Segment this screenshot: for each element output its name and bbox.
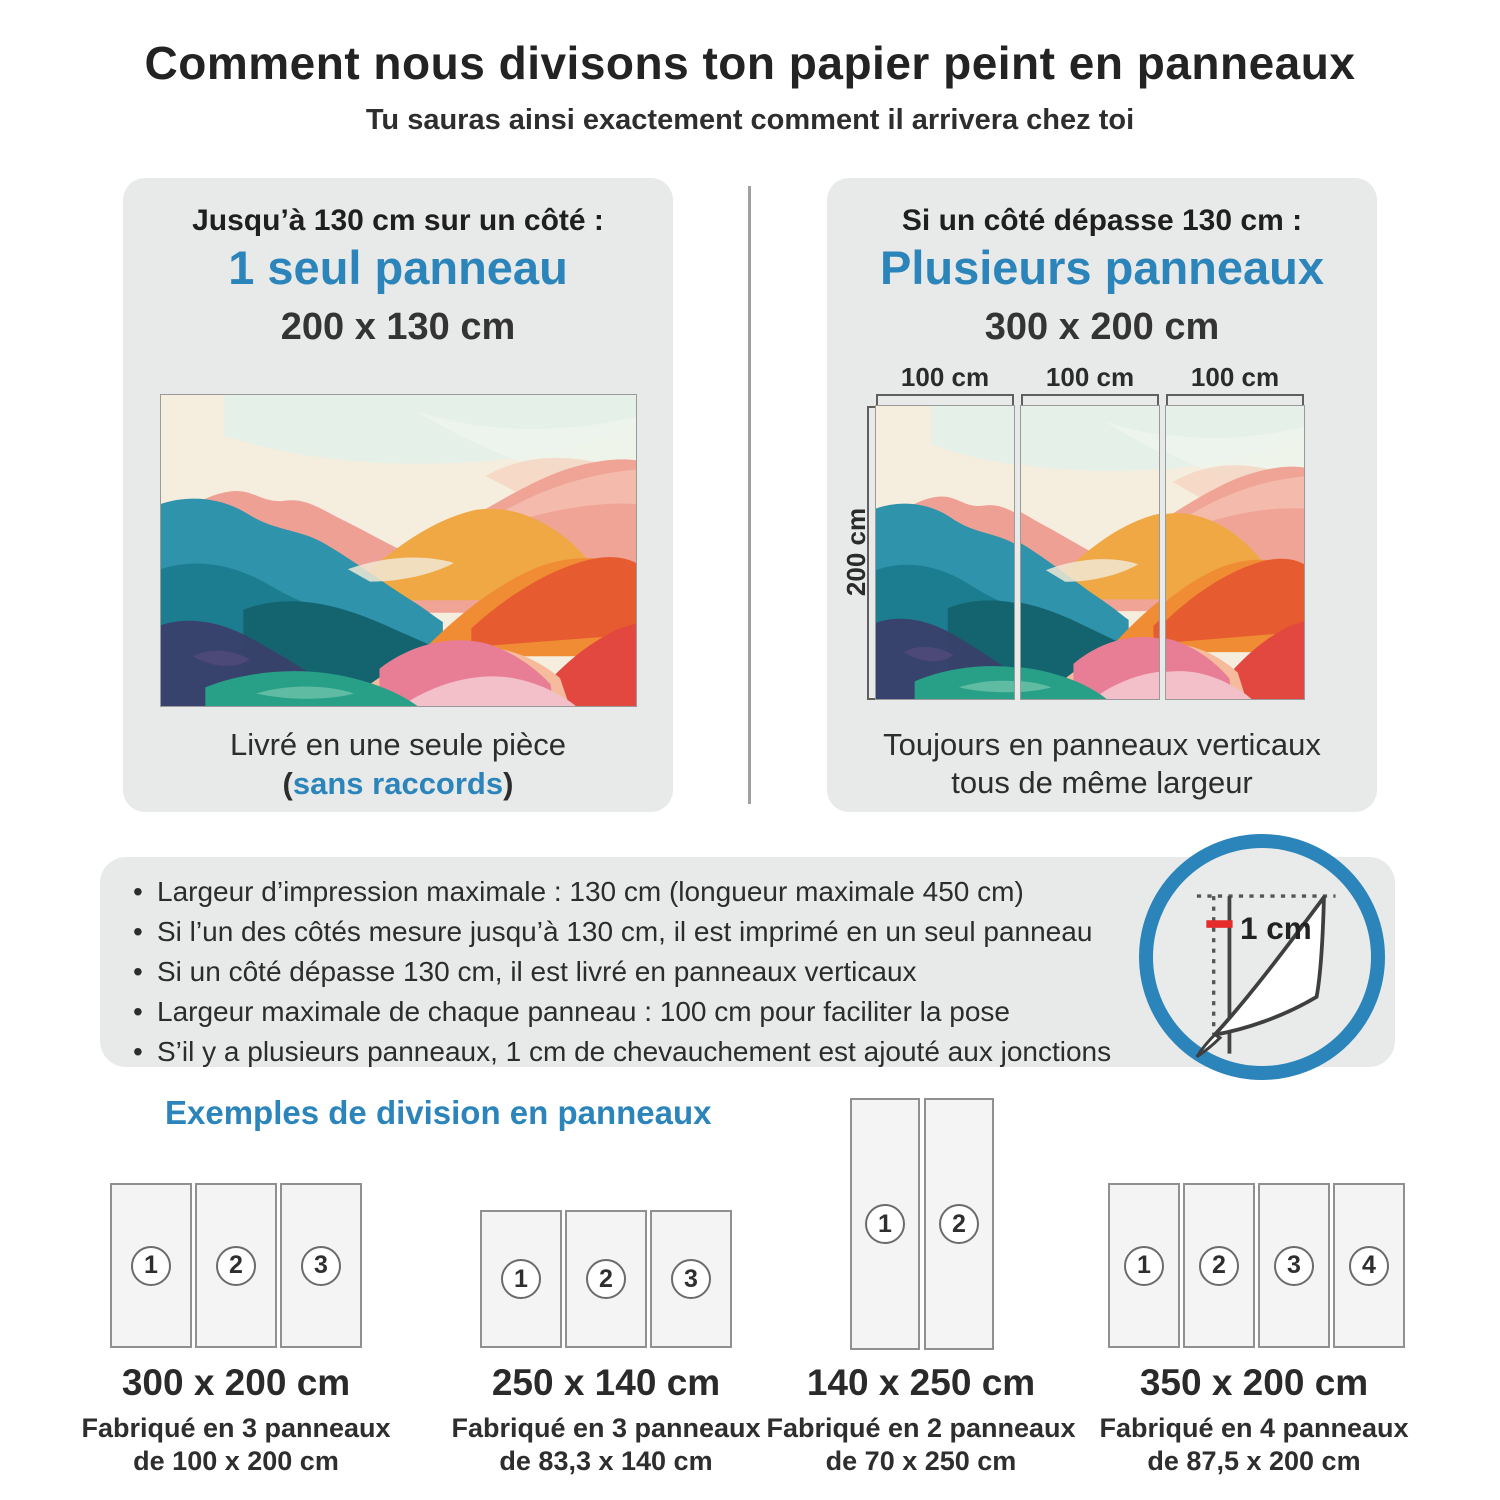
panel-number-badge: 4 (1349, 1246, 1389, 1286)
panel-number-badge: 3 (301, 1246, 341, 1286)
example-3-size: 140 x 250 cm (806, 1362, 1036, 1403)
example-2-size: 250 x 140 cm (491, 1362, 721, 1403)
example-1-panel-2 (195, 1183, 277, 1348)
width-label-2: 100 cm (1045, 362, 1135, 392)
info-bullet: • S’il y a plusieurs panneaux, 1 cm de chevauchement est ajouté aux jonctions (157, 1032, 1163, 1072)
example-4-detail-2: de 87,5 x 200 cm (1147, 1446, 1361, 1476)
examples-heading: Exemples de division en panneaux (165, 1094, 712, 1131)
example-4-detail-1: Fabriqué en 4 panneaux (1099, 1413, 1409, 1443)
paren-close: ) (503, 766, 514, 801)
example-3-panel-2 (924, 1098, 994, 1350)
single-panel-size: 200 x 130 cm (280, 306, 516, 348)
multi-panel-caption-1: Toujours en panneaux verticaux (883, 727, 1321, 762)
wallpaper-panel-1 (875, 405, 1015, 700)
wallpaper-panel-3 (1165, 405, 1305, 700)
info-bullet: • Largeur maximale de chaque panneau : 100 cm pour faciliter la pose (157, 992, 1163, 1032)
paren-open: ( (282, 766, 293, 801)
example-1-panel-3 (280, 1183, 362, 1348)
panel-number-badge: 1 (131, 1246, 171, 1286)
example-4-panel-2 (1183, 1183, 1255, 1348)
example-1-caption (26, 1362, 446, 1478)
panel-number-badge: 2 (939, 1204, 979, 1244)
example-2-panel-3 (650, 1210, 732, 1348)
single-panel-headline: 1 seul panneau (228, 241, 568, 294)
example-4-panel-4 (1333, 1183, 1405, 1348)
single-panel-condition: Jusqu’à 130 cm sur un côté : (192, 204, 604, 237)
example-3-detail-1: Fabriqué en 2 panneaux (766, 1413, 1076, 1443)
panel-3-image (1166, 406, 1304, 699)
panel-number-badge: 3 (671, 1259, 711, 1299)
width-label-1: 100 cm (900, 362, 990, 392)
sans-raccords-highlight: sans raccords (292, 766, 504, 801)
example-1-panel-1 (110, 1183, 192, 1348)
info-bullet-list (133, 872, 1163, 1072)
overlap-label: 1 cm (1239, 910, 1312, 947)
page-subtitle: Tu sauras ainsi exactement comment il arrivera chez toi (365, 104, 1135, 136)
example-3-detail-2: de 70 x 250 cm (825, 1446, 1017, 1476)
multi-panel-card (827, 178, 1377, 812)
info-bullet: • Si un côté dépasse 130 cm, il est livré en panneaux verticaux (157, 952, 1163, 992)
height-label: 200 cm (841, 507, 871, 597)
panel-2-image (1021, 406, 1159, 699)
info-bullet: • Si l’un des côtés mesure jusqu’à 130 cm, il est imprimé en un seul panneau (157, 912, 1163, 952)
panel-number-badge: 2 (586, 1259, 626, 1299)
info-bullet: • Largeur d’impression maximale : 130 cm (longueur maximale 450 cm) (157, 872, 1163, 912)
multi-panel-size: 300 x 200 cm (984, 306, 1220, 348)
width-label-3: 100 cm (1190, 362, 1280, 392)
overlap-mark-red (1206, 920, 1232, 928)
overlap-detail-badge (1139, 834, 1385, 1080)
panel-number-badge: 3 (1274, 1246, 1314, 1286)
multi-panel-caption-2: tous de même largeur (951, 765, 1253, 800)
example-4-caption (1044, 1362, 1464, 1478)
panel-number-badge: 1 (865, 1204, 905, 1244)
page-title: Comment nous divisons ton papier peint en panneaux (144, 37, 1356, 89)
example-4-panel-1 (1108, 1183, 1180, 1348)
example-2-panel-1 (480, 1210, 562, 1348)
watercolor-landscape-image (161, 395, 636, 706)
panel-number-badge: 2 (1199, 1246, 1239, 1286)
single-panel-caption-2 (123, 766, 673, 802)
multi-panel-headline: Plusieurs panneaux (879, 241, 1325, 294)
single-panel-caption: Livré en une seule pièce (229, 727, 567, 762)
example-1-detail-1: Fabriqué en 3 panneaux (81, 1413, 391, 1443)
example-2-detail-2: de 83,3 x 140 cm (499, 1446, 713, 1476)
wallpaper-panel-2 (1020, 405, 1160, 700)
panel-number-badge: 2 (216, 1246, 256, 1286)
page-curl-icon (1157, 852, 1367, 1062)
example-1-size: 300 x 200 cm (121, 1362, 351, 1403)
panel-1-image (876, 406, 1014, 699)
example-4-size: 350 x 200 cm (1139, 1362, 1369, 1403)
example-1-detail-2: de 100 x 200 cm (133, 1446, 339, 1476)
panel-number-badge: 1 (501, 1259, 541, 1299)
vertical-divider (748, 186, 751, 804)
multi-panel-condition: Si un côté dépasse 130 cm : (901, 204, 1303, 237)
example-2-detail-1: Fabriqué en 3 panneaux (451, 1413, 761, 1443)
single-panel-card (123, 178, 673, 812)
example-3-panel-1 (850, 1098, 920, 1350)
example-2-panel-2 (565, 1210, 647, 1348)
panel-number-badge: 1 (1124, 1246, 1164, 1286)
wallpaper-preview-image (160, 394, 637, 707)
example-4-panel-3 (1258, 1183, 1330, 1348)
